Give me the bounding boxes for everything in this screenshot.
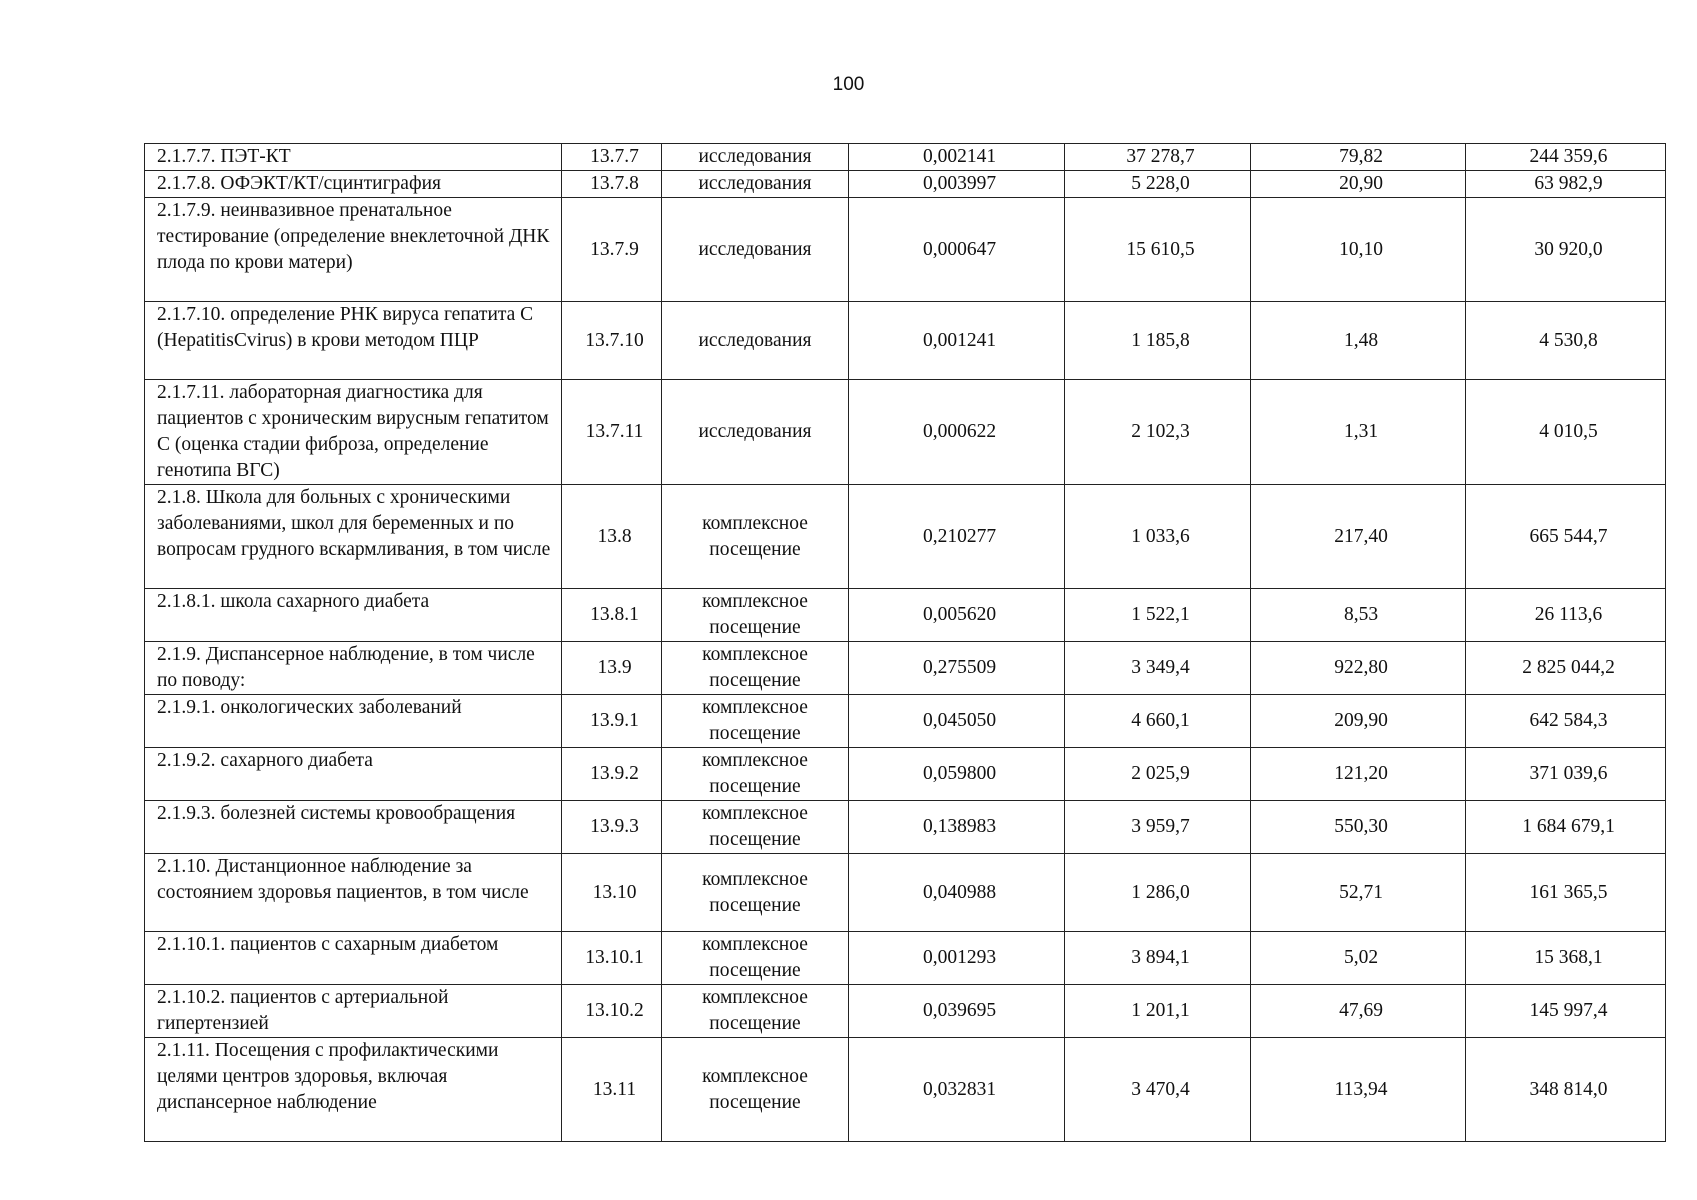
row-rate: 0,005620 bbox=[849, 589, 1065, 642]
row-name: 2.1.10.2. пациентов с артериальной гипертензией bbox=[145, 985, 562, 1038]
row-per-capita: 209,90 bbox=[1251, 695, 1466, 748]
table-row bbox=[145, 932, 1666, 985]
row-per-capita: 20,90 bbox=[1251, 171, 1466, 198]
row-rate: 0,275509 bbox=[849, 642, 1065, 695]
table-row bbox=[145, 695, 1666, 748]
row-cost: 3 470,4 bbox=[1065, 1038, 1251, 1142]
row-per-capita: 10,10 bbox=[1251, 198, 1466, 302]
row-name: 2.1.10.1. пациентов с сахарным диабетом bbox=[145, 932, 562, 985]
table-row bbox=[145, 985, 1666, 1038]
row-rate: 0,138983 bbox=[849, 801, 1065, 854]
row-name: 2.1.11. Посещения с профилактическими целями центров здоровья, включая диспансерное наблюдение bbox=[145, 1038, 562, 1142]
row-unit: комплексное посещение bbox=[662, 854, 849, 932]
row-total: 15 368,1 bbox=[1466, 932, 1666, 985]
table-row bbox=[145, 171, 1666, 198]
row-rate: 0,001241 bbox=[849, 302, 1065, 380]
row-cost: 2 025,9 bbox=[1065, 748, 1251, 801]
row-code: 13.8.1 bbox=[562, 589, 662, 642]
row-total: 145 997,4 bbox=[1466, 985, 1666, 1038]
row-cost: 1 033,6 bbox=[1065, 485, 1251, 589]
row-cost: 15 610,5 bbox=[1065, 198, 1251, 302]
row-unit: комплексное посещение bbox=[662, 485, 849, 589]
row-code: 13.7.9 bbox=[562, 198, 662, 302]
row-code: 13.7.7 bbox=[562, 144, 662, 171]
row-cost: 37 278,7 bbox=[1065, 144, 1251, 171]
row-code: 13.7.11 bbox=[562, 380, 662, 485]
row-rate: 0,001293 bbox=[849, 932, 1065, 985]
row-total: 348 814,0 bbox=[1466, 1038, 1666, 1142]
table-row bbox=[145, 801, 1666, 854]
row-unit: комплексное посещение bbox=[662, 1038, 849, 1142]
row-per-capita: 8,53 bbox=[1251, 589, 1466, 642]
row-name: 2.1.8.1. школа сахарного диабета bbox=[145, 589, 562, 642]
row-unit: исследования bbox=[662, 302, 849, 380]
row-cost: 3 349,4 bbox=[1065, 642, 1251, 695]
row-unit: комплексное посещение bbox=[662, 589, 849, 642]
row-cost: 4 660,1 bbox=[1065, 695, 1251, 748]
table-row bbox=[145, 748, 1666, 801]
row-cost: 1 185,8 bbox=[1065, 302, 1251, 380]
row-rate: 0,039695 bbox=[849, 985, 1065, 1038]
row-code: 13.9 bbox=[562, 642, 662, 695]
row-rate: 0,045050 bbox=[849, 695, 1065, 748]
row-total: 4 010,5 bbox=[1466, 380, 1666, 485]
row-code: 13.10.1 bbox=[562, 932, 662, 985]
row-per-capita: 550,30 bbox=[1251, 801, 1466, 854]
row-total: 63 982,9 bbox=[1466, 171, 1666, 198]
row-name: 2.1.9.3. болезней системы кровообращения bbox=[145, 801, 562, 854]
row-per-capita: 47,69 bbox=[1251, 985, 1466, 1038]
row-cost: 3 894,1 bbox=[1065, 932, 1251, 985]
row-total: 26 113,6 bbox=[1466, 589, 1666, 642]
table-row bbox=[145, 642, 1666, 695]
row-total: 665 544,7 bbox=[1466, 485, 1666, 589]
table-row bbox=[145, 302, 1666, 380]
table-row bbox=[145, 380, 1666, 485]
row-name: 2.1.7.8. ОФЭКТ/КТ/сцинтиграфия bbox=[145, 171, 562, 198]
row-name: 2.1.7.9. неинвазивное пренатальное тестирование (определение внеклеточной ДНК плода по крови матери) bbox=[145, 198, 562, 302]
row-name: 2.1.10. Дистанционное наблюдение за состоянием здоровья пациентов, в том числе bbox=[145, 854, 562, 932]
row-code: 13.7.8 bbox=[562, 171, 662, 198]
row-unit: комплексное посещение bbox=[662, 985, 849, 1038]
row-rate: 0,040988 bbox=[849, 854, 1065, 932]
row-code: 13.11 bbox=[562, 1038, 662, 1142]
row-per-capita: 1,48 bbox=[1251, 302, 1466, 380]
row-unit: комплексное посещение bbox=[662, 932, 849, 985]
row-cost: 1 201,1 bbox=[1065, 985, 1251, 1038]
row-code: 13.7.10 bbox=[562, 302, 662, 380]
row-cost: 5 228,0 bbox=[1065, 171, 1251, 198]
row-name: 2.1.9.1. онкологических заболеваний bbox=[145, 695, 562, 748]
row-cost: 1 286,0 bbox=[1065, 854, 1251, 932]
row-name: 2.1.9.2. сахарного диабета bbox=[145, 748, 562, 801]
row-code: 13.9.3 bbox=[562, 801, 662, 854]
row-cost: 3 959,7 bbox=[1065, 801, 1251, 854]
row-rate: 0,000647 bbox=[849, 198, 1065, 302]
row-total: 244 359,6 bbox=[1466, 144, 1666, 171]
row-unit: комплексное посещение bbox=[662, 801, 849, 854]
row-unit: комплексное посещение bbox=[662, 642, 849, 695]
row-total: 642 584,3 bbox=[1466, 695, 1666, 748]
row-per-capita: 5,02 bbox=[1251, 932, 1466, 985]
row-per-capita: 922,80 bbox=[1251, 642, 1466, 695]
row-per-capita: 113,94 bbox=[1251, 1038, 1466, 1142]
row-unit: исследования bbox=[662, 198, 849, 302]
row-rate: 0,032831 bbox=[849, 1038, 1065, 1142]
row-per-capita: 79,82 bbox=[1251, 144, 1466, 171]
row-total: 161 365,5 bbox=[1466, 854, 1666, 932]
row-name: 2.1.7.10. определение РНК вируса гепатита С (HepatitisCvirus) в крови методом ПЦР bbox=[145, 302, 562, 380]
row-total: 30 920,0 bbox=[1466, 198, 1666, 302]
row-code: 13.9.1 bbox=[562, 695, 662, 748]
row-rate: 0,000622 bbox=[849, 380, 1065, 485]
row-unit: исследования bbox=[662, 144, 849, 171]
row-name: 2.1.8. Школа для больных с хроническими заболеваниями, школ для беременных и по вопросам грудного вскармливания, в том числе bbox=[145, 485, 562, 589]
row-rate: 0,003997 bbox=[849, 171, 1065, 198]
row-total: 371 039,6 bbox=[1466, 748, 1666, 801]
data-table bbox=[144, 143, 1666, 1142]
row-rate: 0,210277 bbox=[849, 485, 1065, 589]
row-total: 1 684 679,1 bbox=[1466, 801, 1666, 854]
table-row bbox=[145, 198, 1666, 302]
row-total: 2 825 044,2 bbox=[1466, 642, 1666, 695]
row-name: 2.1.9. Диспансерное наблюдение, в том числе по поводу: bbox=[145, 642, 562, 695]
table-row bbox=[145, 589, 1666, 642]
row-cost: 2 102,3 bbox=[1065, 380, 1251, 485]
row-per-capita: 1,31 bbox=[1251, 380, 1466, 485]
table-row bbox=[145, 1038, 1666, 1142]
table-row bbox=[145, 854, 1666, 932]
row-cost: 1 522,1 bbox=[1065, 589, 1251, 642]
row-code: 13.10 bbox=[562, 854, 662, 932]
row-unit: исследования bbox=[662, 380, 849, 485]
row-per-capita: 217,40 bbox=[1251, 485, 1466, 589]
row-per-capita: 121,20 bbox=[1251, 748, 1466, 801]
row-name: 2.1.7.7. ПЭТ-КТ bbox=[145, 144, 562, 171]
row-unit: комплексное посещение bbox=[662, 695, 849, 748]
row-name: 2.1.7.11. лабораторная диагностика для пациентов с хроническим вирусным гепатитом С (оценка стадии фиброза, определение генотипа ВГС) bbox=[145, 380, 562, 485]
row-unit: исследования bbox=[662, 171, 849, 198]
table-body bbox=[145, 144, 1666, 1142]
row-rate: 0,002141 bbox=[849, 144, 1065, 171]
row-rate: 0,059800 bbox=[849, 748, 1065, 801]
row-code: 13.9.2 bbox=[562, 748, 662, 801]
row-code: 13.8 bbox=[562, 485, 662, 589]
row-per-capita: 52,71 bbox=[1251, 854, 1466, 932]
row-code: 13.10.2 bbox=[562, 985, 662, 1038]
row-unit: комплексное посещение bbox=[662, 748, 849, 801]
table-row bbox=[145, 485, 1666, 589]
table-row bbox=[145, 144, 1666, 171]
row-total: 4 530,8 bbox=[1466, 302, 1666, 380]
page-number: 100 bbox=[832, 74, 865, 95]
